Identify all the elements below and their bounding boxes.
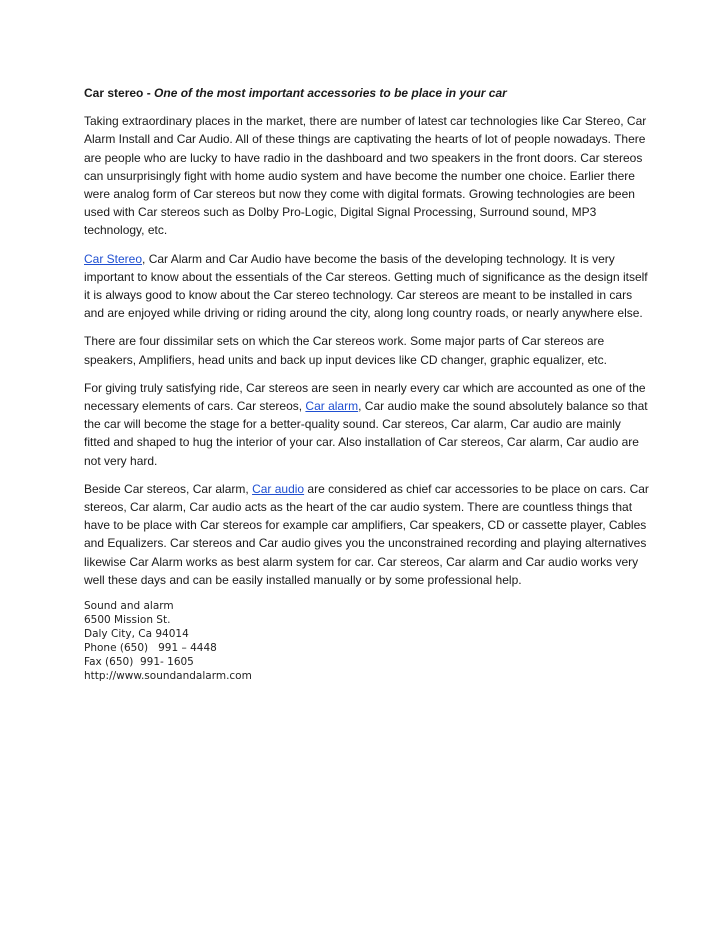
address-block	[84, 599, 650, 683]
article-title	[84, 84, 650, 102]
address-name: Sound and alarm	[84, 600, 174, 613]
car-stereo-link[interactable]: Car Stereo	[84, 251, 143, 266]
paragraph-4	[84, 379, 650, 470]
address-street: 6500 Mission St.	[84, 614, 171, 627]
paragraph-5-after: are considered as chief car accessories to be place on cars. Car stereos, Car alarm, Car audio acts as the heart of the car audio system. There are countless things that have to be place with Car stereos for example car amplifiers, Car speakers, CD or cassette player, Cables and Equalizers. Car stereos and Car audio gives you the unconstrained recording and playing alternatives likewise Car Alarm works as best alarm system for car. Car stereos, Car alarm and Car audio works very well these days and can be easily installed manually or by some professional help.	[84, 481, 649, 587]
paragraph-1: Taking extraordinary places in the market, there are number of latest car technologies like Car Stereo, Car Alarm Install and Car Audio. All of these things are captivating the hearts of lot of people nowadays. There are people who are lucky to have radio in the dashboard and two speakers in the front doors. Car stereos can unsurprisingly fight with home audio system and have become the number one choice. Earlier there were analog form of Car stereos but now they come with digital formats. Growing technologies are been used with Car stereos such as Dolby Pro-Logic, Digital Signal Processing, Surround sound, MP3 technology, etc.	[84, 114, 647, 238]
car-audio-link[interactable]: Car audio	[252, 481, 305, 496]
paragraph-5	[84, 480, 650, 589]
car-alarm-link[interactable]: Car alarm	[305, 399, 359, 414]
address-city: Daly City, Ca 94014	[84, 628, 189, 641]
paragraph-3: There are four dissimilar sets on which the Car stereos work. Some major parts of Car stereos are speakers, Amplifiers, head units and back up input devices like CD changer, graphic equalizer, etc.	[84, 334, 607, 367]
document-page	[84, 84, 650, 683]
address-url[interactable]: http://www.soundandalarm.com	[84, 670, 252, 683]
paragraph-5-before: Beside Car stereos, Car alarm,	[84, 481, 253, 496]
address-phone: Phone (650) 991 – 4448	[84, 642, 217, 655]
title-lead: Car stereo -	[84, 86, 155, 100]
title-subtitle: One of the most important accessories to be place in your car	[154, 86, 507, 100]
paragraph-2-text: , Car Alarm and Car Audio have become the basis of the developing technology. It is very important to know about the essentials of the Car stereos. Getting much of significance as the design itself it is always good to know about the Car stereo technology. Car stereos are meant to be installed in cars and are enjoyed while driving or riding around the city, along long country roads, or nearly anywhere else.	[84, 251, 648, 321]
address-fax: Fax (650) 991- 1605	[84, 656, 194, 669]
paragraph-4-after: , Car audio make the sound absolutely balance so that the car will become the stage for a better-quality sound. Car stereos, Car alarm, Car audio are mainly fitted and shaped to hug the interior of your car. Also installation of Car stereos, Car alarm, Car audio are not very hard.	[84, 399, 648, 468]
paragraph-4-before: For giving truly satisfying ride, Car stereos are seen in nearly every car which are accounted as one of the necessary elements of cars. Car stereos,	[84, 380, 646, 414]
paragraph-2	[84, 250, 650, 323]
